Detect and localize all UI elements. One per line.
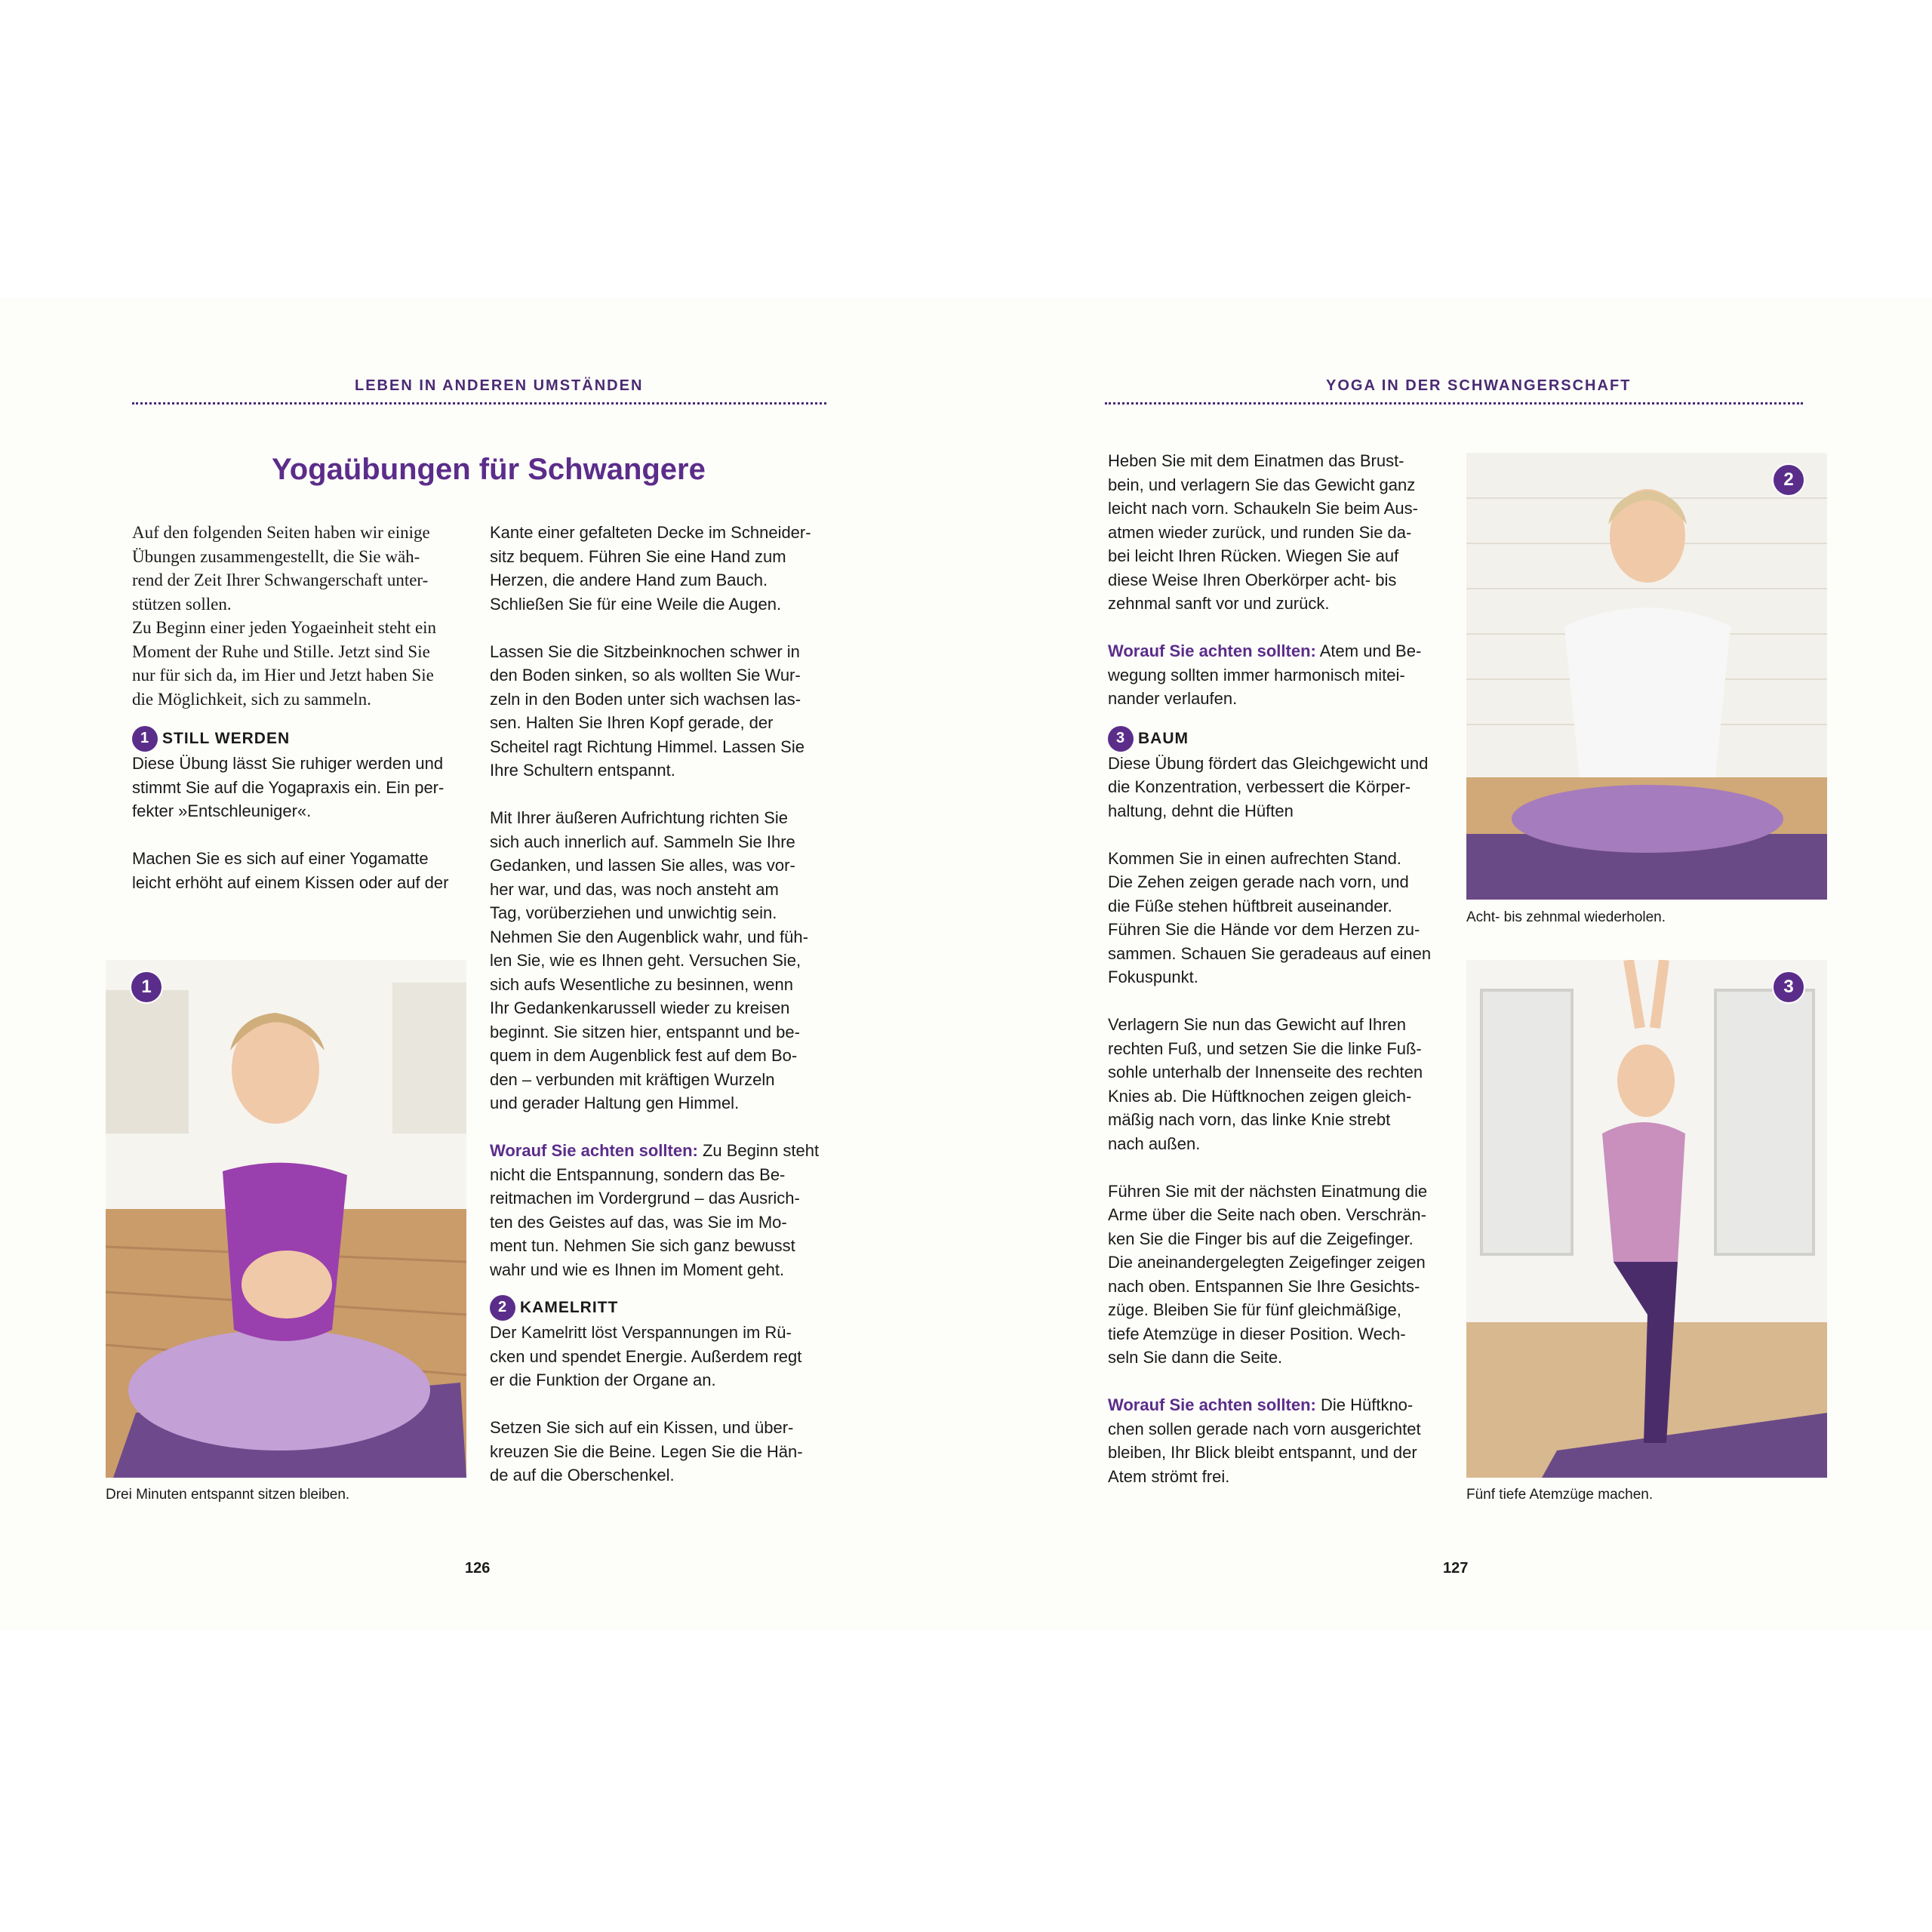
- exercise-2-title: KAMELRITT: [520, 1299, 619, 1317]
- text-line: die Möglichkeit, sich zu sammeln.: [132, 689, 371, 709]
- text-line: kreuzen Sie die Beine. Legen Sie die Hän-: [490, 1441, 803, 1461]
- text-line: bein, und verlagern Sie das Gewicht ganz: [1108, 475, 1416, 494]
- text-line: her war, und das, was noch ansteht am: [490, 879, 779, 899]
- text-line: Lassen Sie die Sitzbeinknochen schwer in: [490, 641, 800, 661]
- col2-paragraph-2: [490, 640, 829, 783]
- text-line: mäßig nach vorn, das linke Knie strebt: [1108, 1110, 1391, 1129]
- text-line: Heben Sie mit dem Einatmen das Brust-: [1108, 451, 1404, 470]
- text-line: nach außen.: [1108, 1134, 1201, 1153]
- text-line: len Sie, wie es Ihnen geht. Versuchen Sie,: [490, 951, 801, 970]
- text-line: nur für sich da, im Hier und Jetzt haben Sie: [132, 666, 434, 685]
- text-line: sammen. Schauen Sie geradeaus auf einen: [1108, 943, 1432, 963]
- text-line: Diese Übung fördert das Gleichgewicht und: [1108, 753, 1429, 773]
- text-line: nicht die Entspannung, sondern das Be-: [490, 1164, 786, 1184]
- text-line: Ihre Schultern entspannt.: [490, 761, 675, 780]
- text-line: Scheitel ragt Richtung Himmel. Lassen Sie: [490, 737, 804, 756]
- text-line: züge. Bleiben Sie für fünf gleichmäßige,: [1108, 1300, 1401, 1319]
- photo-tree-pose: [1466, 960, 1827, 1478]
- col2-note-first-line: [490, 1139, 829, 1163]
- text-line: Mit Ihrer äußeren Aufrichtung richten Sie: [490, 808, 788, 827]
- col2-paragraph-3: [490, 806, 829, 1115]
- text-line: Arme über die Seite nach oben. Verschrän-: [1108, 1205, 1426, 1224]
- right-paragraph-1: [1108, 449, 1447, 616]
- text-line: sitz bequem. Führen Sie eine Hand zum: [490, 546, 786, 566]
- photo-3-caption: Fünf tiefe Atemzüge machen.: [1466, 1487, 1654, 1503]
- text-line: Tag, vorüberziehen und unwichtig sein.: [490, 903, 777, 922]
- rocking-pose-illustration: [1466, 453, 1827, 900]
- photo-1-caption: Drei Minuten entspannt sitzen bleiben.: [106, 1487, 350, 1503]
- exercise-3-intro: [1108, 752, 1447, 823]
- text-line: Moment der Ruhe und Stille. Jetzt sind Sie: [132, 641, 430, 661]
- left-column: [132, 521, 464, 894]
- intro-paragraph: [132, 521, 464, 711]
- photo-seated-pose: [106, 960, 466, 1478]
- note-text-right: Atem und Be-: [1315, 641, 1422, 660]
- text-line: sohle unterhalb der Innenseite des rechten: [1108, 1063, 1423, 1081]
- text-line: Fokuspunkt.: [1108, 968, 1198, 986]
- text-line: den Boden sinken, so als wollten Sie Wur-: [490, 666, 801, 685]
- right-note: [1108, 663, 1447, 711]
- text-line: Zu Beginn einer jeden Yogaeinheit steht ein: [132, 618, 437, 637]
- text-line: ken Sie die Finger bis auf die Zeigefinger.: [1108, 1229, 1414, 1248]
- right-paragraph-4: [1108, 847, 1447, 989]
- text-line: Führen Sie die Hände vor dem Herzen zu-: [1108, 920, 1420, 939]
- text-line: Herzen, die andere Hand zum Bauch.: [490, 571, 768, 589]
- text-line: leicht erhöht auf einem Kissen oder auf der: [132, 872, 449, 892]
- right-paragraph-5: [1108, 1013, 1447, 1155]
- text-line: bei leicht Ihren Rücken. Wiegen Sie auf: [1108, 546, 1399, 565]
- photo-3-badge: 3: [1772, 971, 1805, 1004]
- text-line: Machen Sie es sich auf einer Yogamatte: [132, 849, 429, 868]
- note-label-right: Worauf Sie achten sollten:: [1108, 641, 1316, 660]
- tree-pose-illustration: [1466, 960, 1827, 1478]
- text-line: wahr und wie es Ihnen im Moment geht.: [490, 1260, 785, 1279]
- photo-rocking-pose: [1466, 453, 1827, 900]
- exercise-3-heading: [1108, 726, 1447, 752]
- text-line: bleiben, Ihr Blick bleibt entspannt, und der: [1108, 1443, 1417, 1462]
- seated-pose-illustration: [106, 960, 466, 1478]
- text-line: cken und spendet Energie. Außerdem regt: [490, 1346, 802, 1366]
- text-line: fekter »Entschleuniger«.: [132, 801, 312, 820]
- text-line: und gerader Haltung gen Himmel.: [490, 1094, 740, 1112]
- exercise-2-intro: [490, 1321, 829, 1392]
- text-line: Schließen Sie für eine Weile die Augen.: [490, 594, 782, 614]
- text-line: chen sollen gerade nach vorn ausgerichtet: [1108, 1419, 1421, 1438]
- text-line: sich aufs Wesentliche zu besinnen, wenn: [490, 974, 793, 994]
- right-note-first-line: [1108, 639, 1447, 663]
- photo-2-caption: Acht- bis zehnmal wiederholen.: [1466, 909, 1666, 925]
- right-column: [1108, 449, 1447, 1488]
- text-line: Ihr Gedankenkarussell wieder zu kreisen: [490, 998, 790, 1017]
- text-line: sich auch innerlich auf. Sammeln Sie Ihre: [490, 832, 795, 851]
- text-line: Auf den folgenden Seiten haben wir einige: [132, 523, 430, 542]
- note-text-right-2: Die Hüftkno-: [1315, 1395, 1414, 1414]
- text-line: diese Weise Ihren Oberkörper acht- bis: [1108, 570, 1397, 589]
- text-line: beginnt. Sie sitzen hier, entspannt und be-: [490, 1022, 800, 1041]
- right-paragraph-6: [1108, 1180, 1447, 1370]
- col2-paragraph-1: [490, 521, 829, 616]
- text-line: tiefe Atemzüge in dieser Position. Wech-: [1108, 1324, 1406, 1343]
- text-line: atmen wieder zurück, und runden Sie da-: [1108, 522, 1412, 542]
- note-text: Zu Beginn steht: [697, 1141, 820, 1160]
- exercise-2-heading: [490, 1295, 829, 1321]
- text-line: Führen Sie mit der nächsten Einatmung die: [1108, 1181, 1428, 1201]
- text-line: Nehmen Sie den Augenblick wahr, und füh-: [490, 927, 808, 946]
- text-line: Die Zehen zeigen gerade nach vorn, und: [1108, 872, 1409, 891]
- exercise-2-text: [490, 1416, 829, 1487]
- text-line: rend der Zeit Ihrer Schwangerschaft unter-: [132, 571, 429, 589]
- text-line: die Konzentration, verbessert die Körper-: [1108, 777, 1411, 796]
- exercise-1-number-icon: 1: [132, 726, 158, 752]
- exercise-1-title: STILL WERDEN: [162, 730, 291, 748]
- text-line: nander verlaufen.: [1108, 689, 1238, 708]
- text-line: haltung, dehnt die Hüften: [1108, 801, 1294, 820]
- exercise-1-heading: [132, 726, 464, 752]
- text-line: nach oben. Entspannen Sie Ihre Gesichts-: [1108, 1276, 1420, 1296]
- text-line: stützen sollen.: [132, 594, 232, 614]
- note-label: Worauf Sie achten sollten:: [490, 1141, 698, 1160]
- text-line: Knies ab. Die Hüftknochen zeigen gleich-: [1108, 1086, 1412, 1106]
- exercise-3-title: BAUM: [1138, 729, 1189, 747]
- text-line: Setzen Sie sich auf ein Kissen, und über-: [490, 1418, 794, 1437]
- text-line: Kante einer gefalteten Decke im Schneider-: [490, 523, 811, 542]
- text-line: ment tun. Nehmen Sie sich ganz bewusst: [490, 1236, 795, 1255]
- page-number-left: 126: [465, 1560, 491, 1577]
- exercise-1-text: [132, 847, 464, 894]
- text-line: reitmachen im Vordergrund – das Ausrich-: [490, 1189, 800, 1208]
- photo-1-badge: 1: [130, 971, 163, 1004]
- text-line: Der Kamelritt löst Verspannungen im Rü-: [490, 1323, 792, 1342]
- text-line: de auf die Oberschenkel.: [490, 1466, 675, 1484]
- text-line: Die aneinandergelegten Zeigefinger zeigen: [1108, 1253, 1426, 1272]
- header-rule-left: [132, 402, 826, 405]
- running-head-left: LEBEN IN ANDEREN UMSTÄNDEN: [355, 377, 644, 394]
- text-line: er die Funktion der Organe an.: [490, 1371, 716, 1389]
- text-line: Kommen Sie in einen aufrechten Stand.: [1108, 848, 1401, 868]
- note-label-right-2: Worauf Sie achten sollten:: [1108, 1395, 1316, 1414]
- text-line: quem in dem Augenblick fest auf dem Bo-: [490, 1046, 798, 1065]
- right-note-2-first-line: [1108, 1393, 1447, 1417]
- text-line: sen. Halten Sie Ihren Kopf gerade, der: [490, 713, 774, 732]
- col2-note: [490, 1163, 829, 1282]
- text-line: Gedanken, und lassen Sie alles, was vor-: [490, 856, 795, 875]
- text-line: Diese Übung lässt Sie ruhiger werden und: [132, 754, 444, 773]
- text-line: Atem strömt frei.: [1108, 1466, 1230, 1486]
- text-line: zeln in den Boden unter sich wachsen las-: [490, 689, 801, 709]
- text-line: den – verbunden mit kräftigen Wurzeln: [490, 1069, 775, 1089]
- running-head-right: YOGA IN DER SCHWANGERSCHAFT: [1326, 377, 1632, 394]
- photo-2-badge: 2: [1772, 463, 1805, 497]
- exercise-3-number-icon: 3: [1108, 726, 1134, 752]
- text-line: leicht nach vorn. Schaukeln Sie beim Aus-: [1108, 499, 1418, 518]
- page-number-right: 127: [1443, 1560, 1469, 1577]
- text-line: Übungen zusammengestellt, die Sie wäh-: [132, 546, 420, 566]
- text-line: Verlagern Sie nun das Gewicht auf Ihren: [1108, 1015, 1407, 1034]
- exercise-1-intro: [132, 752, 464, 823]
- text-line: seln Sie dann die Seite.: [1108, 1348, 1283, 1367]
- text-line: ten des Geistes auf das, was Sie im Mo-: [490, 1212, 787, 1232]
- text-line: zehnmal sanft vor und zurück.: [1108, 594, 1330, 613]
- page-title: Yogaübungen für Schwangere: [272, 453, 706, 486]
- text-line: die Füße stehen hüftbreit auseinander.: [1108, 896, 1392, 915]
- text-line: wegung sollten immer harmonisch mitei-: [1108, 665, 1405, 685]
- header-rule-right: [1105, 402, 1803, 405]
- right-note-2: [1108, 1417, 1447, 1489]
- text-line: stimmt Sie auf die Yogapraxis ein. Ein per-: [132, 777, 445, 797]
- text-line: rechten Fuß, und setzen Sie die linke Fuß-: [1108, 1038, 1422, 1058]
- middle-column: [490, 521, 829, 1487]
- exercise-2-number-icon: 2: [490, 1295, 515, 1321]
